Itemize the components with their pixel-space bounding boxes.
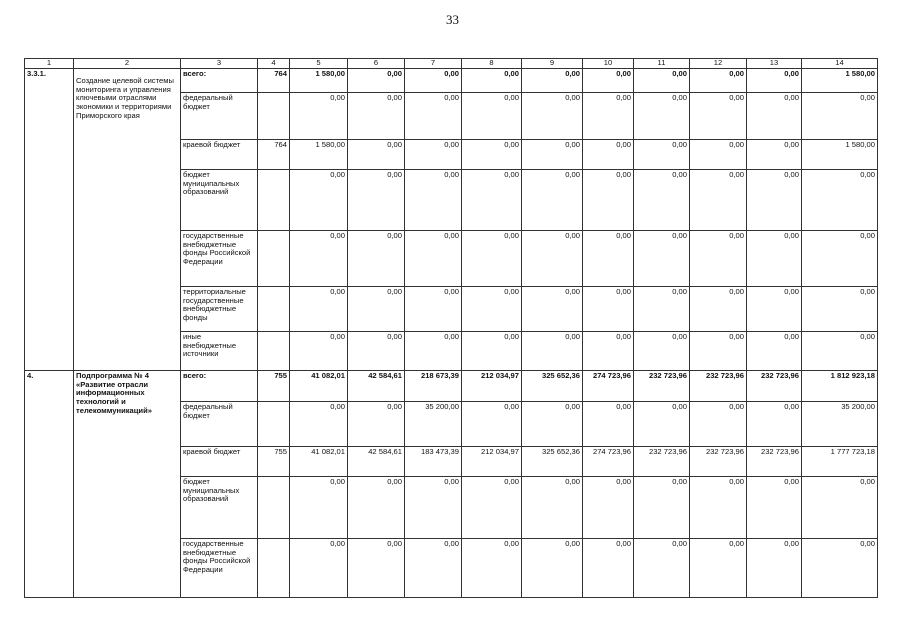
value-cell: 232 723,96 (747, 371, 802, 402)
value-cell: 0,00 (690, 170, 747, 231)
header-cell: 9 (522, 59, 583, 69)
value-cell: 0,00 (747, 539, 802, 598)
header-cell: 3 (181, 59, 258, 69)
value-cell: 0,00 (348, 287, 405, 332)
funding-source: бюджет муниципальных образований (181, 170, 258, 231)
funding-source: государственные внебюджетные фонды Российской Федерации (181, 539, 258, 598)
value-cell: 0,00 (802, 477, 878, 539)
section-name: Создание целевой системы мониторинга и управления ключевыми отраслями экономики и территориями Приморского края (74, 69, 181, 371)
value-cell: 0,00 (747, 170, 802, 231)
header-cell: 6 (348, 59, 405, 69)
value-cell: 41 082,01 (290, 371, 348, 402)
value-cell: 0,00 (583, 287, 634, 332)
value-cell: 0,00 (747, 477, 802, 539)
code-cell (258, 93, 290, 140)
funding-source: всего: (181, 69, 258, 93)
value-cell: 0,00 (522, 69, 583, 93)
value-cell: 0,00 (747, 332, 802, 371)
value-cell: 0,00 (405, 477, 462, 539)
value-cell: 0,00 (405, 170, 462, 231)
value-cell: 0,00 (290, 402, 348, 447)
value-cell: 0,00 (634, 170, 690, 231)
value-cell: 0,00 (634, 69, 690, 93)
value-cell: 0,00 (747, 287, 802, 332)
value-cell: 0,00 (583, 477, 634, 539)
section-name: Подпрограмма № 4 «Развитие отрасли информационных технологий и телекоммуникаций» (74, 371, 181, 598)
value-cell: 0,00 (634, 402, 690, 447)
value-cell: 42 584,61 (348, 371, 405, 402)
value-cell: 0,00 (690, 287, 747, 332)
value-cell: 0,00 (462, 93, 522, 140)
value-cell: 0,00 (290, 539, 348, 598)
value-cell: 0,00 (522, 231, 583, 287)
value-cell: 0,00 (802, 332, 878, 371)
header-cell: 14 (802, 59, 878, 69)
value-cell: 0,00 (690, 231, 747, 287)
value-cell: 0,00 (405, 332, 462, 371)
value-cell: 1 580,00 (802, 140, 878, 170)
value-cell: 0,00 (690, 69, 747, 93)
value-cell: 0,00 (348, 332, 405, 371)
value-cell: 0,00 (348, 539, 405, 598)
value-cell: 1 812 923,18 (802, 371, 878, 402)
table-body (25, 59, 878, 598)
value-cell: 0,00 (802, 231, 878, 287)
value-cell: 0,00 (690, 93, 747, 140)
value-cell: 0,00 (522, 287, 583, 332)
value-cell: 212 034,97 (462, 447, 522, 477)
value-cell: 41 082,01 (290, 447, 348, 477)
code-cell (258, 402, 290, 447)
section-code: 3.3.1. (25, 69, 74, 371)
value-cell: 0,00 (348, 170, 405, 231)
value-cell: 0,00 (690, 140, 747, 170)
header-cell: 2 (74, 59, 181, 69)
value-cell: 232 723,96 (634, 447, 690, 477)
funding-source: краевой бюджет (181, 140, 258, 170)
header-cell: 5 (290, 59, 348, 69)
header-cell: 11 (634, 59, 690, 69)
value-cell: 0,00 (522, 140, 583, 170)
value-cell: 218 673,39 (405, 371, 462, 402)
value-cell: 0,00 (290, 332, 348, 371)
header-cell: 4 (258, 59, 290, 69)
funding-source: всего: (181, 371, 258, 402)
value-cell: 0,00 (348, 231, 405, 287)
value-cell: 0,00 (462, 402, 522, 447)
value-cell: 0,00 (690, 477, 747, 539)
code-cell: 764 (258, 69, 290, 93)
value-cell: 0,00 (522, 402, 583, 447)
value-cell: 42 584,61 (348, 447, 405, 477)
value-cell: 0,00 (802, 287, 878, 332)
value-cell: 325 652,36 (522, 447, 583, 477)
header-row (25, 59, 878, 69)
value-cell: 0,00 (634, 93, 690, 140)
code-cell (258, 332, 290, 371)
code-cell: 755 (258, 447, 290, 477)
funding-source: территориальные государственные внебюджетные фонды (181, 287, 258, 332)
value-cell: 0,00 (802, 93, 878, 140)
value-cell: 0,00 (462, 287, 522, 332)
value-cell: 0,00 (634, 332, 690, 371)
section-code: 4. (25, 371, 74, 598)
value-cell: 274 723,96 (583, 447, 634, 477)
value-cell: 325 652,36 (522, 371, 583, 402)
value-cell: 0,00 (290, 477, 348, 539)
value-cell: 0,00 (747, 231, 802, 287)
value-cell: 0,00 (290, 287, 348, 332)
value-cell: 0,00 (462, 231, 522, 287)
page-number: 33 (446, 12, 459, 27)
value-cell: 274 723,96 (583, 371, 634, 402)
value-cell: 0,00 (690, 539, 747, 598)
funding-source: краевой бюджет (181, 447, 258, 477)
value-cell: 0,00 (348, 477, 405, 539)
value-cell: 0,00 (462, 539, 522, 598)
value-cell: 0,00 (462, 69, 522, 93)
value-cell: 0,00 (583, 140, 634, 170)
value-cell: 0,00 (634, 231, 690, 287)
value-cell: 1 580,00 (802, 69, 878, 93)
value-cell: 0,00 (583, 170, 634, 231)
value-cell: 0,00 (583, 69, 634, 93)
funding-source: федеральный бюджет (181, 402, 258, 447)
value-cell: 0,00 (405, 539, 462, 598)
value-cell: 0,00 (405, 69, 462, 93)
value-cell: 0,00 (405, 231, 462, 287)
value-cell: 0,00 (405, 93, 462, 140)
value-cell: 0,00 (462, 477, 522, 539)
value-cell: 0,00 (348, 93, 405, 140)
value-cell: 0,00 (634, 539, 690, 598)
value-cell: 0,00 (462, 140, 522, 170)
value-cell: 1 777 723,18 (802, 447, 878, 477)
header-cell: 10 (583, 59, 634, 69)
code-cell (258, 231, 290, 287)
value-cell: 0,00 (405, 287, 462, 332)
value-cell: 0,00 (747, 402, 802, 447)
value-cell: 0,00 (802, 539, 878, 598)
value-cell: 0,00 (690, 332, 747, 371)
value-cell: 0,00 (634, 287, 690, 332)
value-cell: 0,00 (583, 231, 634, 287)
value-cell: 183 473,39 (405, 447, 462, 477)
funding-source: иные внебюджетные источники (181, 332, 258, 371)
code-cell (258, 170, 290, 231)
table-row (25, 69, 878, 93)
funding-source: государственные внебюджетные фонды Российской Федерации (181, 231, 258, 287)
value-cell: 0,00 (348, 140, 405, 170)
value-cell: 0,00 (747, 93, 802, 140)
value-cell: 35 200,00 (802, 402, 878, 447)
header-cell: 8 (462, 59, 522, 69)
value-cell: 0,00 (634, 477, 690, 539)
value-cell: 0,00 (462, 170, 522, 231)
funding-source: бюджет муниципальных образований (181, 477, 258, 539)
value-cell: 0,00 (522, 170, 583, 231)
value-cell: 232 723,96 (690, 447, 747, 477)
funding-source: федеральный бюджет (181, 93, 258, 140)
budget-table (24, 58, 878, 598)
value-cell: 0,00 (583, 402, 634, 447)
value-cell: 35 200,00 (405, 402, 462, 447)
value-cell: 0,00 (747, 69, 802, 93)
value-cell: 1 580,00 (290, 69, 348, 93)
value-cell: 0,00 (802, 170, 878, 231)
code-cell (258, 477, 290, 539)
value-cell: 0,00 (690, 402, 747, 447)
value-cell: 0,00 (405, 140, 462, 170)
header-cell: 1 (25, 59, 74, 69)
value-cell: 0,00 (522, 93, 583, 140)
value-cell: 0,00 (747, 140, 802, 170)
value-cell: 0,00 (348, 69, 405, 93)
value-cell: 0,00 (290, 170, 348, 231)
code-cell: 764 (258, 140, 290, 170)
code-cell (258, 287, 290, 332)
value-cell: 0,00 (634, 140, 690, 170)
table-row (25, 371, 878, 402)
value-cell: 232 723,96 (690, 371, 747, 402)
value-cell: 0,00 (290, 93, 348, 140)
header-cell: 7 (405, 59, 462, 69)
value-cell: 0,00 (522, 477, 583, 539)
value-cell: 0,00 (462, 332, 522, 371)
value-cell: 0,00 (522, 539, 583, 598)
header-cell: 12 (690, 59, 747, 69)
value-cell: 0,00 (583, 539, 634, 598)
code-cell (258, 539, 290, 598)
value-cell: 1 580,00 (290, 140, 348, 170)
header-cell: 13 (747, 59, 802, 69)
value-cell: 0,00 (583, 93, 634, 140)
value-cell: 0,00 (522, 332, 583, 371)
value-cell: 232 723,96 (634, 371, 690, 402)
value-cell: 0,00 (348, 402, 405, 447)
code-cell: 755 (258, 371, 290, 402)
value-cell: 0,00 (583, 332, 634, 371)
value-cell: 0,00 (290, 231, 348, 287)
value-cell: 212 034,97 (462, 371, 522, 402)
value-cell: 232 723,96 (747, 447, 802, 477)
